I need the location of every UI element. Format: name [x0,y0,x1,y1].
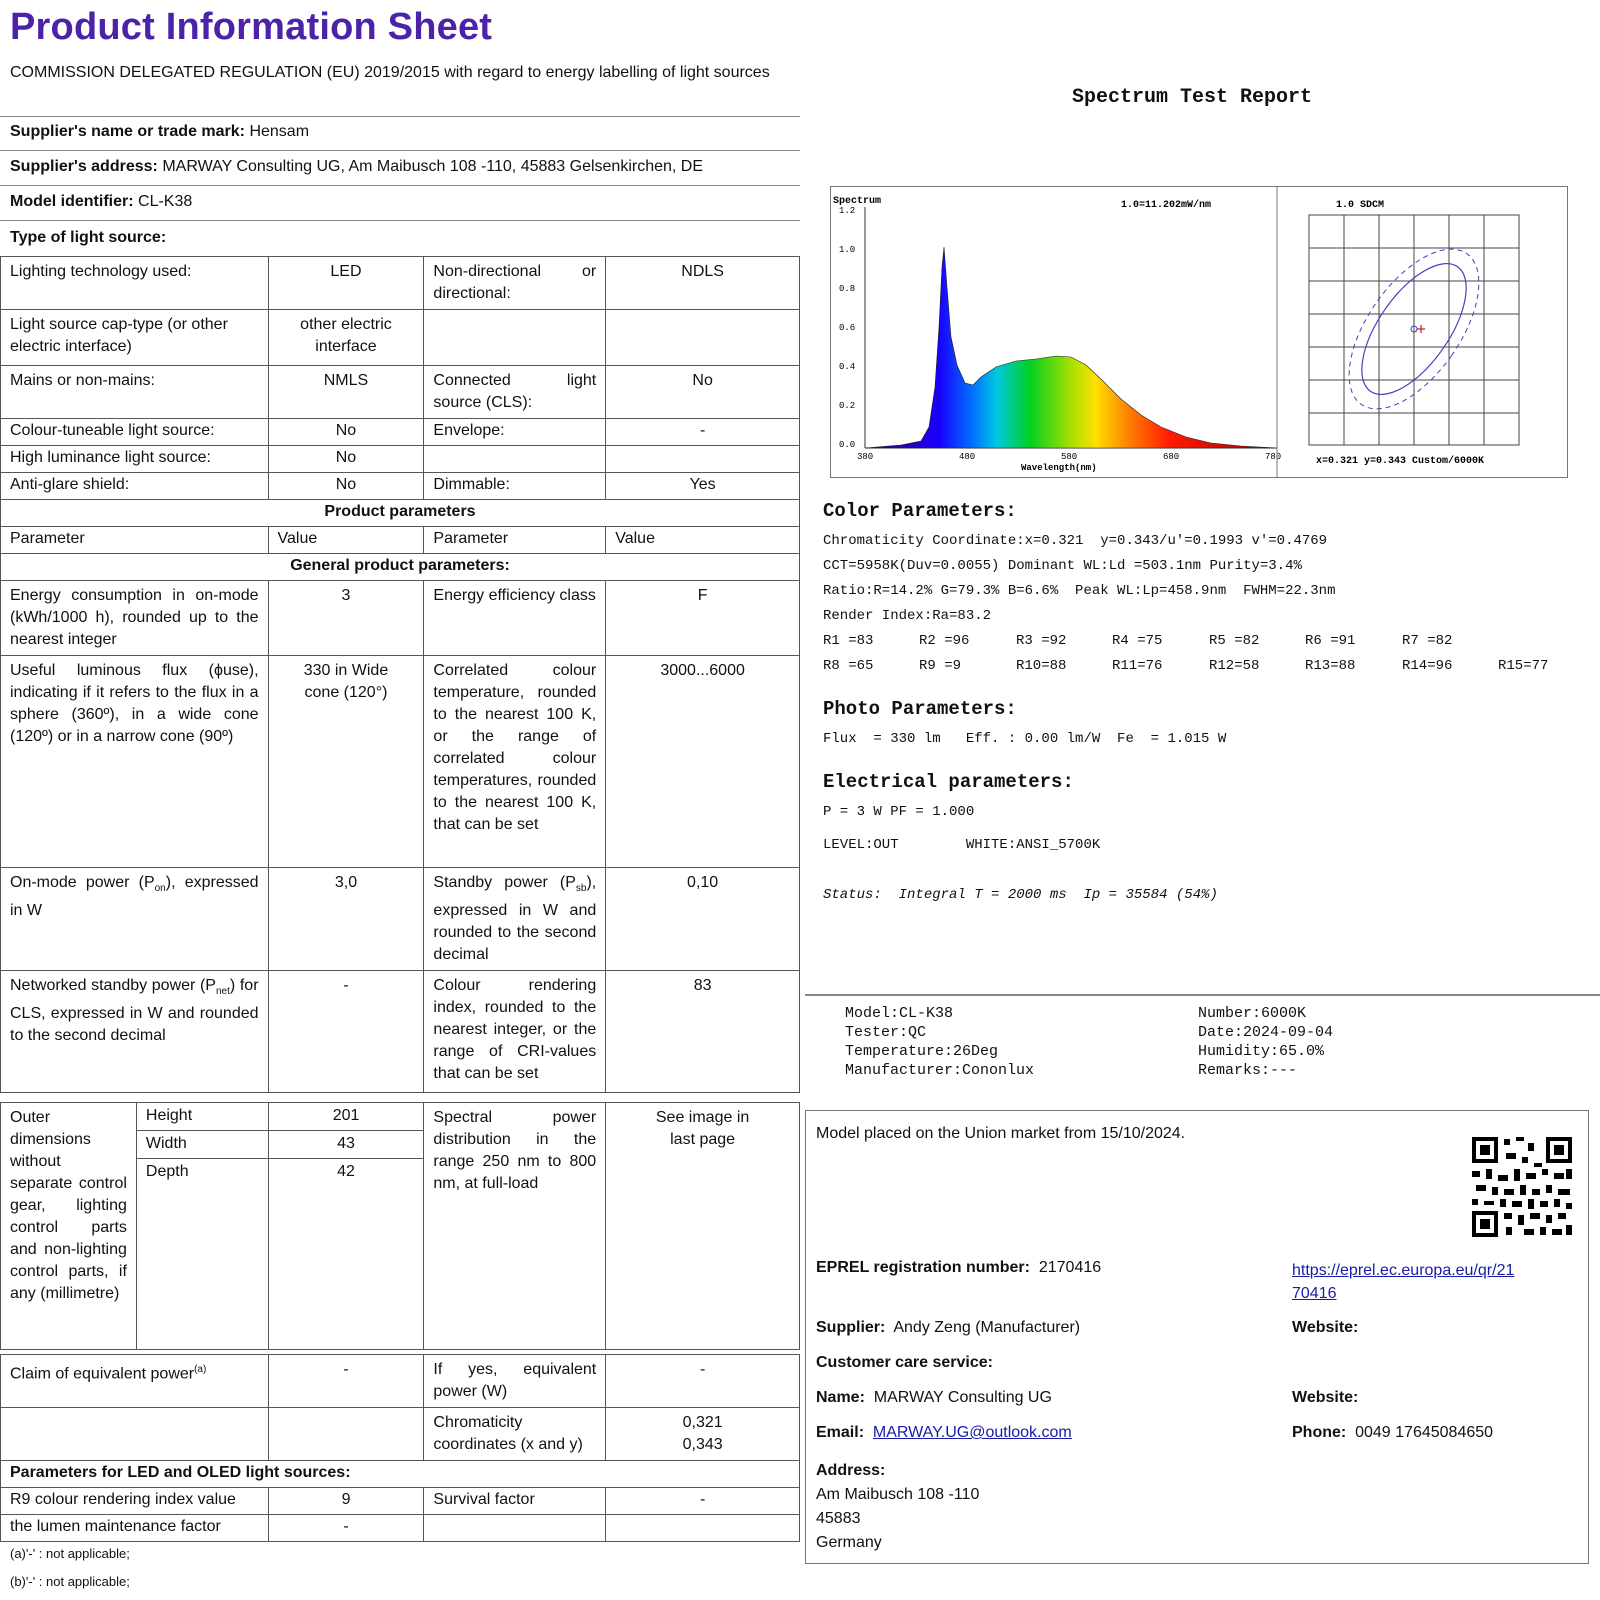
model-label: Model identifier: [10,193,134,210]
cell: Useful luminous flux (ϕuse), indicating if it refers to the flux in a sphere (360º), in a wide cone (120º) or in a narrow cone (90º) [1,656,269,868]
led-params-heading: Parameters for LED and OLED light sources: [1,1461,800,1488]
r-value: R9 =9 [919,658,962,674]
r-value: R4 =75 [1112,633,1163,649]
light-source-type-table [0,256,800,1093]
spd-value: See image in last page [606,1103,800,1350]
x-ticks [857,452,1281,462]
cell: F [606,581,800,656]
cell: Lighting technology used: [1,257,269,310]
divider [0,150,800,151]
claims-table [0,1354,800,1542]
cell: Networked standby power $(P_{net})$ for CLS, expressed in W and rounded to the second decimal [1,971,269,1093]
color-line: CCT=5958K(Duv=0.0055) Dominant WL:Ld =503.1nm Purity=3.4% [823,558,1302,574]
column-header: Value [268,527,424,554]
status-line: Status: Integral T = 2000 ms Ip = 35584 (54%) [823,887,1218,903]
contact-name: Name: MARWAY Consulting UG [816,1389,1052,1406]
eprel-registration: EPREL registration number: 2170416 [816,1259,1102,1276]
cell: NDLS [606,257,800,310]
table-row [1,257,800,310]
cell: - [606,1488,800,1515]
column-header: Parameter [1,527,269,554]
market-date: Model placed on the Union market from 15/10/2024. [816,1125,1186,1142]
divider [0,185,800,186]
table-row [1,581,800,656]
measured-point [1417,325,1425,333]
meta-left: Model:CL-K38 Tester:QC Temperature:26Deg Manufacturer:Cononlux [845,1005,1035,1079]
column-header: Parameter [424,527,606,554]
address-label: Supplier's address: [10,158,158,175]
x-tick: 580 [1061,452,1078,462]
sdcm-label: 1.0 SDCM [1336,200,1385,211]
cell: other electric interface [268,310,424,366]
cell: 0,10 [606,868,800,971]
cell [606,1515,800,1542]
cell [268,1408,424,1461]
table-row [1,1488,800,1515]
x-tick: 380 [857,452,874,462]
r-value: R10=88 [1016,658,1067,674]
cell: Survival factor [424,1488,606,1515]
y-tick: 0.6 [839,323,856,333]
r-value: R12=58 [1209,658,1260,674]
email-link[interactable]: MARWAY.UG@outlook.com [872,1424,1072,1441]
electrical-line: LEVEL:OUT WHITE:ANSI_5700K [823,837,1101,853]
cell [424,310,606,366]
cell: Standby power $(P_{sb})$, expressed in W and rounded to the second decimal [424,868,606,971]
cell: Anti-glare shield: [1,473,269,500]
contact-phone: Phone: 0049 17645084650 [1292,1424,1494,1441]
color-line: Render Index:Ra=83.2 [823,608,992,624]
table-row [1,366,800,419]
cell: On-mode power $(P_{on})$, expressed in W [1,868,269,971]
dimension-name: Height [136,1103,268,1131]
cell: - [268,1515,424,1542]
cell: the lumen maintenance factor [1,1515,269,1542]
y-tick: 1.0 [839,245,856,255]
spectrum-scale: 1.0=11.202mW/nm [1121,200,1212,211]
supplier-label: Supplier's name or trade mark: [10,123,245,140]
cell: Non-directional or directional: [424,257,606,310]
cell: If yes, equivalent power (W) [424,1355,606,1408]
x-tick: 480 [959,452,976,462]
r-value: R13=88 [1305,658,1356,674]
address-row [10,158,703,176]
supplier-value: Hensam [249,123,310,140]
general-params-heading: General product parameters: [1,554,800,581]
dimension-value: 42 [268,1159,424,1350]
table-row [1,1355,800,1408]
product-params-heading: Product parameters [1,500,800,527]
cell: Light source cap-type (or other electric interface) [1,310,269,366]
x-tick: 680 [1163,452,1180,462]
website-label: Website: [1292,1319,1359,1336]
dimensions-table [0,1102,800,1350]
cell: Chromaticity coordinates (x and y) [424,1408,606,1461]
table-row [1,1461,800,1488]
contact-email: Email: MARWAY.UG@outlook.com [816,1424,1072,1441]
table-row [1,500,800,527]
table-row [1,868,800,971]
meta-right: Number:6000K Date:2024-09-04 Humidity:65.0% Remarks:--- [1198,1005,1334,1079]
footnote-b: (b)'-' : not applicable; [10,1574,130,1589]
website-label-2: Website: [1292,1389,1359,1406]
r-value: R15=77 [1498,658,1549,674]
cell: Connected light source (CLS): [424,366,606,419]
r-value: R6 =91 [1305,633,1356,649]
cell: 3 [268,581,424,656]
table-row [1,656,800,868]
color-line: Chromaticity Coordinate:x=0.321 y=0.343/u'=0.1993 v'=0.4769 [823,533,1328,549]
spectrum-chart-box [830,186,1568,478]
electrical-params-heading: Electrical parameters: [823,771,1074,793]
cell: Energy efficiency class [424,581,606,656]
cell: 3000...6000 [606,656,800,868]
cell: Colour rendering index, rounded to the nearest integer, or the range of CRI-values that can be set [424,971,606,1093]
table-row [1,1408,800,1461]
dimensions-label: Outer dimensions without separate control gear, lighting control parts and non-lighting control parts, if any (millimetre) [1,1103,137,1350]
cell: Correlated colour temperature, rounded to the nearest 100 K, or the range of correlated colour temperatures, rounded to the nearest 100 K, that can be set [424,656,606,868]
regulation-text: COMMISSION DELEGATED REGULATION (EU) 2019/2015 with regard to energy labelling of light sources [10,64,770,81]
divider [0,116,800,117]
cell: Energy consumption in on-mode (kWh/1000 h), rounded up to the nearest integer [1,581,269,656]
electrical-line: P = 3 W PF = 1.000 [823,804,975,820]
r-value: R3 =92 [1016,633,1067,649]
cell [1,1408,269,1461]
cell: No [606,366,800,419]
color-line: Ratio:R=14.2% G=79.3% B=6.6% Peak WL:Lp=458.9nm FWHM=22.3nm [823,583,1336,599]
dimension-value: 43 [268,1131,424,1159]
cell: Claim of equivalent power$^{(a)}$ [1,1355,269,1408]
y-tick: 0.0 [839,440,856,450]
type-heading: Type of light source: [10,229,167,246]
spd-label: Spectral power distribution in the range 250 nm to 800 nm, at full-load [424,1103,606,1350]
spectrum-label: Spectrum [833,196,882,207]
column-header: Value [606,527,800,554]
cell [606,446,800,473]
r-value: R2 =96 [919,633,970,649]
y-ticks [839,206,855,450]
r-value: R14=96 [1402,658,1453,674]
cell: No [268,419,424,446]
x-tick: 780 [1265,452,1282,462]
cell: 330 in Wide cone (120°) [268,656,424,868]
table-header-row [1,527,800,554]
customer-care-heading: Customer care service: [816,1354,993,1371]
model-value: CL-K38 [138,193,193,210]
dimension-name: Depth [136,1159,268,1350]
cell: 9 [268,1488,424,1515]
cell: High luminance light source: [1,446,269,473]
contact-address: Address: Am Maibusch 108 -110 45883 Germany [816,1462,980,1551]
spectrum-svg [831,187,1567,477]
dimension-name: Width [136,1131,268,1159]
table-row [1,1515,800,1542]
cell [606,310,800,366]
divider [0,220,800,221]
table-row [1,473,800,500]
cell: Dimmable: [424,473,606,500]
footnote-a: (a)'-' : not applicable; [10,1546,130,1561]
eprel-info-box [805,1110,1589,1564]
cell: Yes [606,473,800,500]
cell [424,1515,606,1542]
color-params-heading: Color Parameters: [823,500,1017,522]
divider [805,994,1600,996]
cell: - [606,419,800,446]
model-row [10,193,192,211]
r-value: R5 =82 [1209,633,1260,649]
sdcm-caption: x=0.321 y=0.343 Custom/6000K [1316,456,1485,467]
table-row [1,419,800,446]
y-tick: 0.8 [839,284,856,294]
r-value: R7 =82 [1402,633,1453,649]
cell: Mains or non-mains: [1,366,269,419]
cell: No [268,473,424,500]
cell: Envelope: [424,419,606,446]
r-value: R11=76 [1112,658,1163,674]
eprel-link[interactable]: https://eprel.ec.europa.eu/qr/21 70416 [1292,1262,1515,1302]
cell: LED [268,257,424,310]
photo-params-heading: Photo Parameters: [823,698,1017,720]
address-value: MARWAY Consulting UG, Am Maibusch 108 -110, 45883 Gelsenkirchen, DE [162,158,704,175]
dimension-value: 201 [268,1103,424,1131]
cell: R9 colour rendering index value [1,1488,269,1515]
report-title: Spectrum Test Report [1072,86,1313,109]
page-title: Product Information Sheet [10,6,493,48]
cell: No [268,446,424,473]
r-value: R8 =65 [823,658,874,674]
r-value: R1 =83 [823,633,874,649]
supplier-info: Supplier: Andy Zeng (Manufacturer) [816,1319,1081,1336]
cell: - [268,971,424,1093]
supplier-row [10,123,309,141]
cell [424,446,606,473]
cell: NMLS [268,366,424,419]
cell: 3,0 [268,868,424,971]
cell: Colour-tuneable light source: [1,419,269,446]
cell: - [268,1355,424,1408]
qr-code-icon [1470,1135,1574,1239]
y-tick: 0.2 [839,401,856,411]
photo-line: Flux = 330 lm Eff. : 0.00 lm/W Fe = 1.015 W [823,731,1227,747]
table-row [1,971,800,1093]
spectrum-curve [865,247,1277,448]
table-row [1,1103,800,1131]
cell: - [606,1355,800,1408]
cell: 83 [606,971,800,1093]
cell: 0,321 0,343 [606,1408,800,1461]
table-row [1,554,800,581]
sdcm-grid [1309,215,1519,445]
y-tick: 0.4 [839,362,856,372]
table-row [1,310,800,366]
table-row [1,446,800,473]
y-tick: 1.2 [839,206,856,216]
x-axis-label: Wavelength(nm) [1021,463,1097,473]
